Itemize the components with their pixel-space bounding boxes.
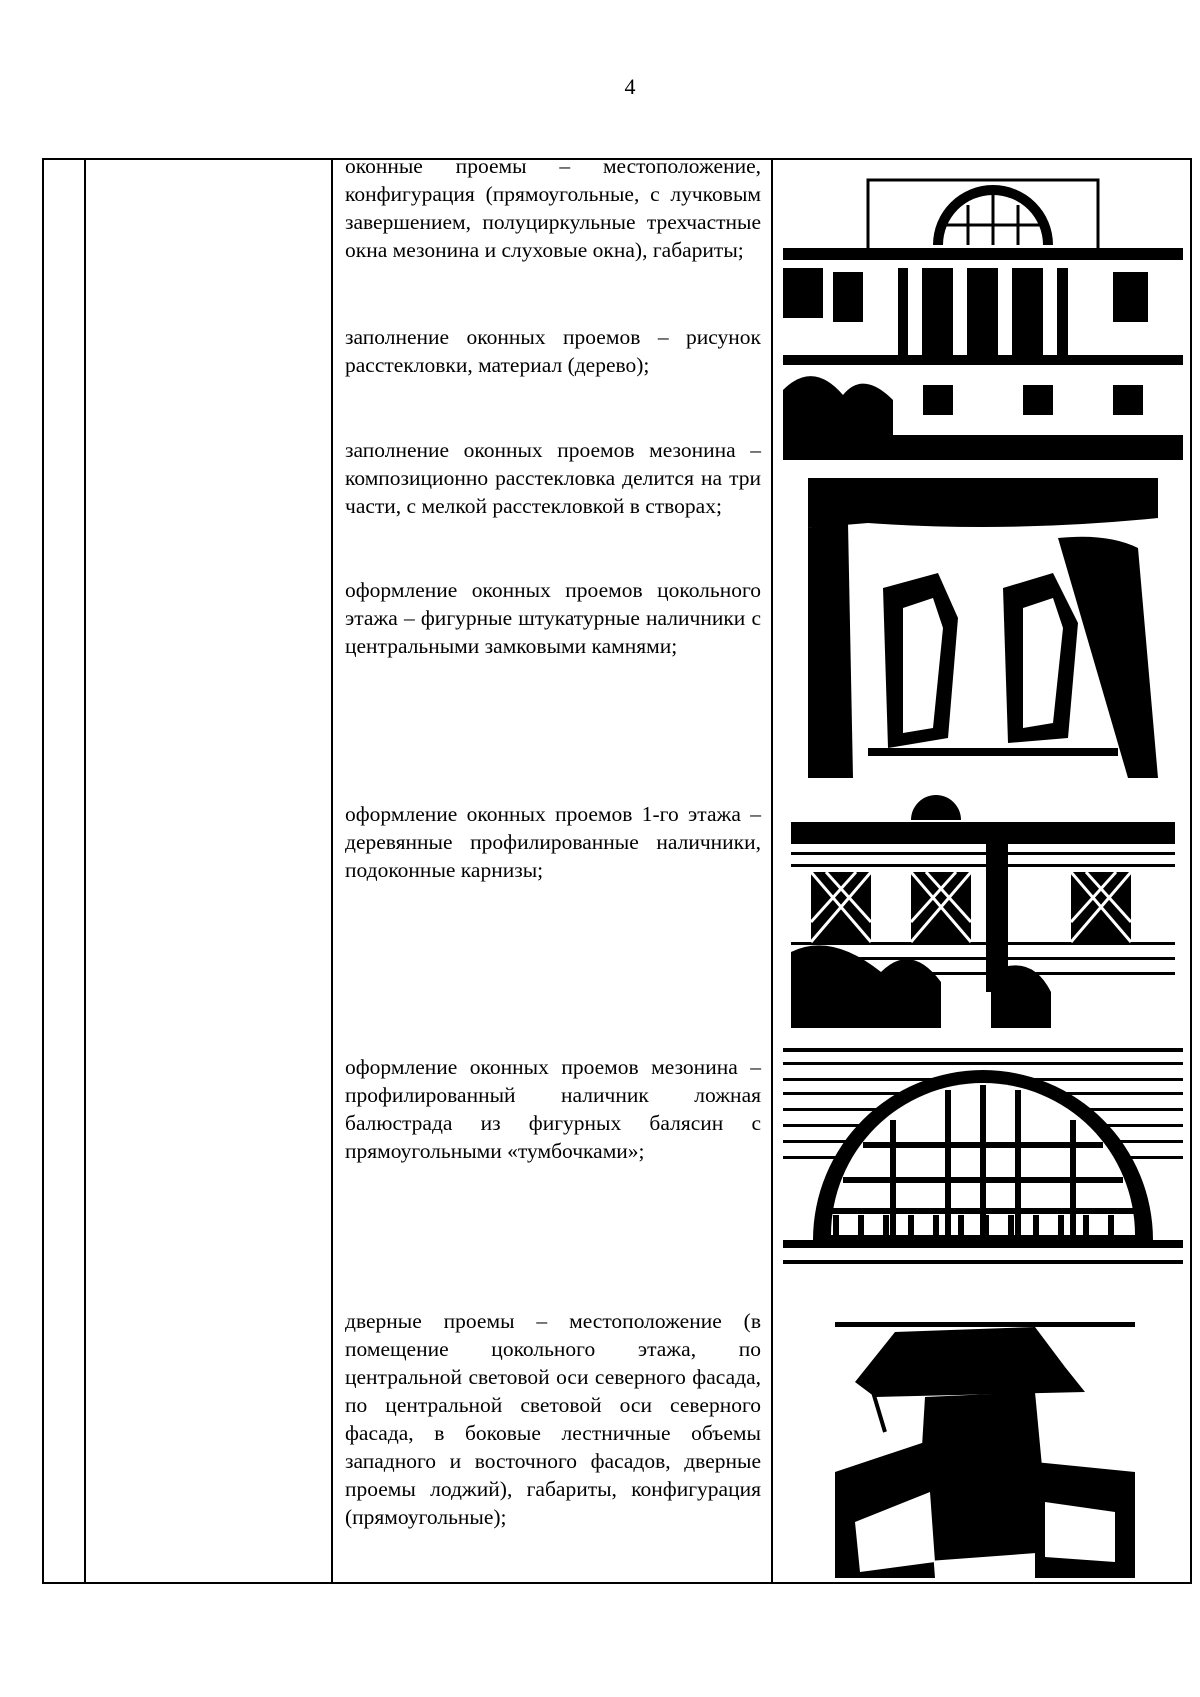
description-cell xyxy=(332,154,772,1583)
list-item: заполнение оконных проемов мезонина – композиционно расстекловка делится на три части, с мелкой расстекловкой в створах; xyxy=(345,438,761,518)
monument-subject-table xyxy=(42,154,1192,1584)
facade-with-arched-mezzanine-window-photo xyxy=(783,160,1183,460)
name-cell xyxy=(85,159,332,1583)
basement-window-surrounds-photo xyxy=(808,478,1158,778)
number-cell xyxy=(43,159,85,1583)
list-item: дверные проемы – местоположение (в помещение цокольного этажа, по центральной световой оси северного фасада, по центральной световой оси северного фасада, в боковые лестничные объемы западного и восточного фасадов, дверные проемы лоджий), габариты, конфигурация (прямоугольные); xyxy=(345,1309,761,1529)
mezzanine-arched-window-photo xyxy=(783,1040,1183,1270)
page-number: 4 xyxy=(624,74,636,99)
list-item: оформление оконных проемов цокольного этажа – фигурные штукатурные наличники с центральными замковыми камнями; xyxy=(345,578,761,658)
photos-cell xyxy=(772,159,1191,1583)
list-item: оформление оконных проемов 1-го этажа – деревянные профилированные наличники, подоконные карнизы; xyxy=(345,802,761,882)
first-floor-windows-photo xyxy=(791,792,1175,1028)
list-item: оконные проемы – местоположение, конфигурация (прямоугольные, с лучковым завершением, полуциркульные трехчастные окна мезонина и слуховые окна), габариты; xyxy=(345,154,761,262)
doorway-canopy-photo xyxy=(835,1322,1135,1578)
list-item: оформление оконных проемов мезонина – профилированный наличник ложная балюстрада из фигурных балясин с прямоугольными «тумбочками»; xyxy=(345,1055,761,1163)
table-row xyxy=(43,159,1191,1583)
list-item: заполнение оконных проемов – рисунок расстекловки, материал (дерево); xyxy=(345,325,761,377)
